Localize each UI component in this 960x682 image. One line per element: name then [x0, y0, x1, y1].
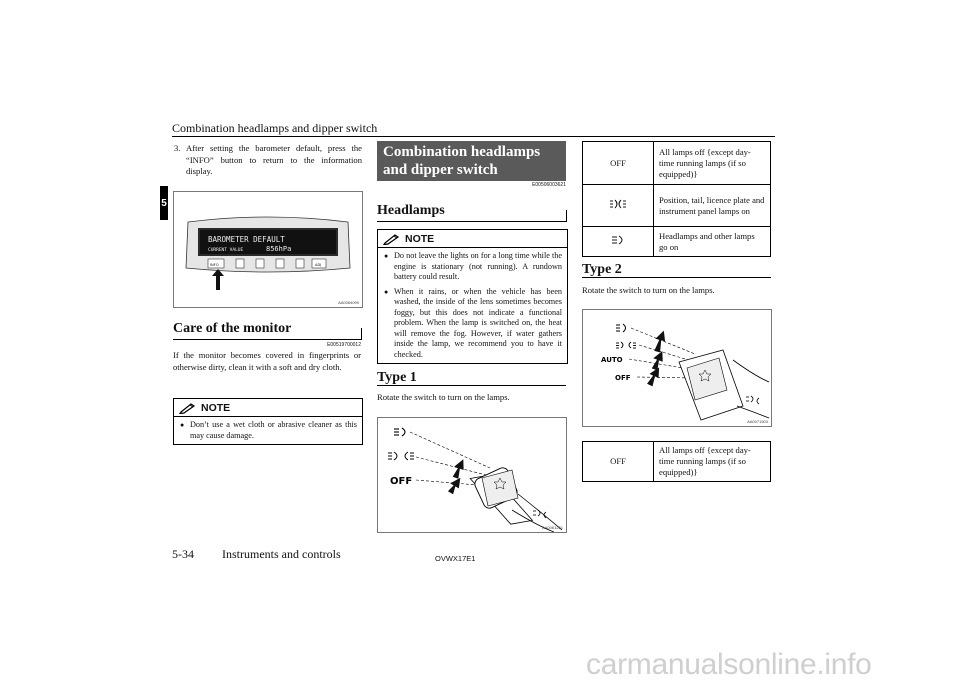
type2-switch-figure [582, 309, 772, 427]
headlamp-icon [610, 234, 626, 246]
type2-lamp-table [582, 441, 771, 482]
step-text: After setting the barometer default, press the “INFO” button to return to the information display. [186, 143, 362, 176]
rotate-arrow-icon [652, 329, 667, 353]
document-code: OVWX17E1 [435, 554, 476, 563]
table-row [583, 227, 771, 257]
note-title: NOTE [201, 402, 231, 414]
table-row [583, 185, 771, 227]
type2-switch-illustration [583, 310, 771, 426]
headlamp-icon [394, 428, 405, 436]
type1-heading: Type 1 [377, 370, 417, 385]
fog-lamp-icon [746, 396, 759, 404]
adj-button-label: ADJ [315, 263, 322, 267]
type1-switch-figure [377, 417, 567, 533]
note-pencil-icon [179, 402, 197, 414]
description-cell: Position, tail, licence plate and instrument panel lamps on [654, 185, 771, 227]
pointer-arrow-icon [212, 269, 224, 290]
figure-code: AA0071503 [747, 419, 768, 424]
chapter-tab: 5 [160, 186, 168, 220]
footer-section: Instruments and controls [222, 547, 341, 561]
position-lamp-icon [616, 342, 636, 348]
description-cell: All lamps off {except day-time running lamps (if so equipped)} [654, 442, 771, 482]
position-lamp-icon [608, 198, 628, 210]
type2-text: Rotate the switch to turn on the lamps. [582, 285, 715, 295]
headlamps-note-box [377, 229, 568, 364]
display-value: 856hPa [266, 245, 292, 253]
header-rule [172, 136, 775, 137]
note-separator [378, 247, 567, 248]
auto-label: AUTO [601, 356, 623, 364]
info-button-label: INFO [210, 263, 219, 267]
care-code: E00519700012 [327, 342, 361, 348]
note-text-1: Do not leave the lights on for a long time while the engine is stationary (not running). A rundown battery could result. [394, 251, 562, 281]
headlamps-heading-rule [377, 221, 566, 222]
bullet-icon: ● [384, 252, 389, 260]
watermark: carmanualsonline.info [586, 648, 872, 681]
headlamp-icon [616, 324, 626, 332]
running-header: Combination headlamps and dipper switch [172, 121, 378, 135]
note-pencil-icon [383, 233, 401, 245]
monitor-illustration [174, 192, 362, 307]
position-cell: OFF [583, 142, 654, 185]
type1-heading-rule [377, 385, 566, 386]
figure-code: AA0061221 [542, 525, 563, 530]
care-heading-rule-end [361, 328, 362, 340]
monitor-figure [173, 191, 363, 308]
rotate-arrow-icon [446, 475, 464, 496]
step-3 [174, 143, 362, 178]
note-item [174, 419, 362, 444]
description-cell: All lamps off {except day-time running lamps (if so equipped)} [654, 142, 771, 185]
table-row [583, 442, 771, 482]
off-label: OFF [615, 374, 631, 382]
figure-code: AA0064099 [338, 300, 359, 305]
description-cell: Headlamps and other lamps go on [654, 227, 771, 257]
note-text-2: When it rains, or when the vehicle has been washed, the inside of the lens sometimes becomes foggy, but this does not indicate a functional problem. When the lamp is switched on, the heat will remove the fog. However, if water gathers inside the lamp, we recommend you to have it checked. [394, 286, 562, 359]
position-lamp-icon [388, 452, 414, 460]
type1-switch-illustration [378, 418, 566, 532]
display-line2: CURRENT VALUE [208, 248, 244, 253]
position-cell [583, 227, 654, 257]
banner-code: E00506003621 [532, 182, 566, 188]
off-label: OFF [390, 476, 413, 487]
headlamps-heading: Headlamps [377, 203, 445, 218]
care-heading-rule [173, 339, 361, 340]
type1-lamp-table [582, 141, 771, 257]
bullet-icon: ● [384, 287, 389, 296]
headlamps-heading-rule-end [566, 210, 567, 222]
type2-heading: Type 2 [582, 262, 622, 277]
type2-heading-rule [582, 277, 771, 278]
position-cell [583, 185, 654, 227]
note-item-1 [378, 250, 567, 286]
note-text: Don’t use a wet cloth or abrasive cleaner as this may cause damage. [190, 420, 357, 440]
fog-lamp-icon [533, 510, 546, 518]
page-number: 5-34 [172, 547, 194, 561]
care-note-box [173, 398, 363, 445]
display-line1: BAROMETER DEFAULT [208, 235, 285, 244]
type1-text: Rotate the switch to turn on the lamps. [377, 392, 510, 402]
rotate-arrow-icon [451, 457, 467, 479]
section-banner: Combination headlamps and dipper switch [377, 141, 566, 181]
position-cell: OFF [583, 442, 654, 482]
note-separator [174, 416, 362, 417]
bullet-icon: ● [180, 421, 185, 429]
table-row [583, 142, 771, 185]
step-number: 3. [174, 143, 181, 153]
care-heading: Care of the monitor [173, 321, 292, 336]
note-item-2 [378, 286, 567, 364]
care-text: If the monitor becomes covered in fingerprints or otherwise dirty, clean it with a soft and dry cloth. [173, 350, 361, 372]
note-title: NOTE [405, 233, 435, 245]
